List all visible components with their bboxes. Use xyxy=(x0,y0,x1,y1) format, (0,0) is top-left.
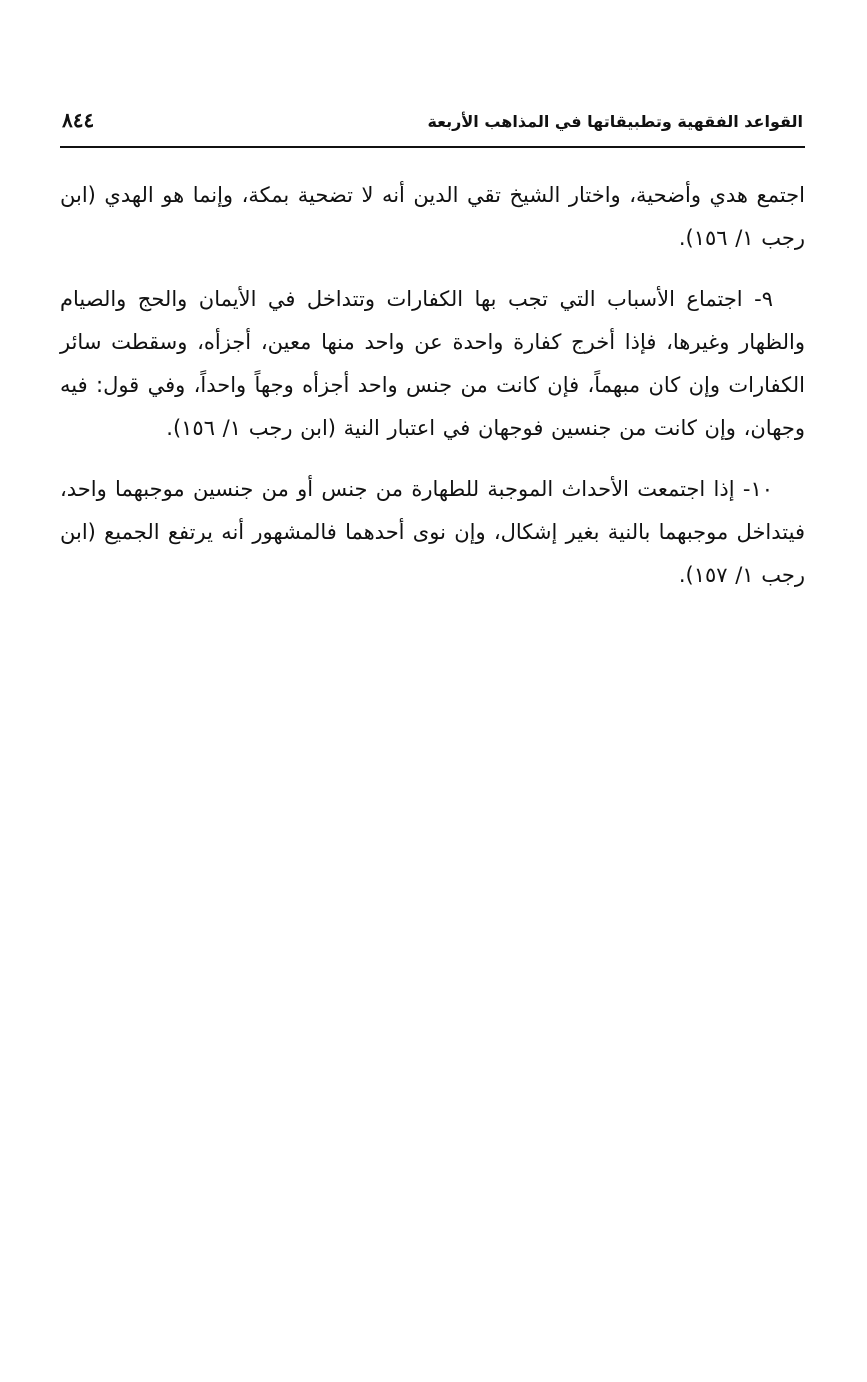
book-page xyxy=(60,108,805,615)
paragraph-item-10: ١٠- إذا اجتمعت الأحداث الموجبة للطهارة من جنس أو من جنسين موجبهما واحد، فيتداخل موجبهما بالنية بغير إشكال، وإن نوى أحدهما فالمشهور أنه يرتفع الجميع (ابن رجب ١/ ١٥٧). xyxy=(60,477,805,587)
page-number: ٨٤٤ xyxy=(62,108,95,132)
running-title: القواعد الفقهية وتطبيقاتها في المذاهب الأربعة xyxy=(427,112,803,131)
paragraph-item-9: ٩- اجتماع الأسباب التي تجب بها الكفارات وتتداخل في الأيمان والحج والصيام والظهار وغيرها، فإذا أخرج كفارة واحدة عن واحد منها معين، أجزأه، وسقطت سائر الكفارات وإن كان مبهماً، فإن كانت من جنس واحد أجزأه وجهاً واحداً، وفي قول: فيه وجهان، وإن كانت من جنسين فوجهان في اعتبار النية (ابن رجب ١/ ١٥٦). xyxy=(60,287,805,440)
page-content xyxy=(60,174,805,597)
paragraph-continuation: اجتمع هدي وأضحية، واختار الشيخ تقي الدين أنه لا تضحية بمكة، وإنما هو الهدي (ابن رجب ١/ ١٥٦). xyxy=(60,183,805,250)
header-rule xyxy=(60,146,805,148)
page-header xyxy=(60,108,805,138)
